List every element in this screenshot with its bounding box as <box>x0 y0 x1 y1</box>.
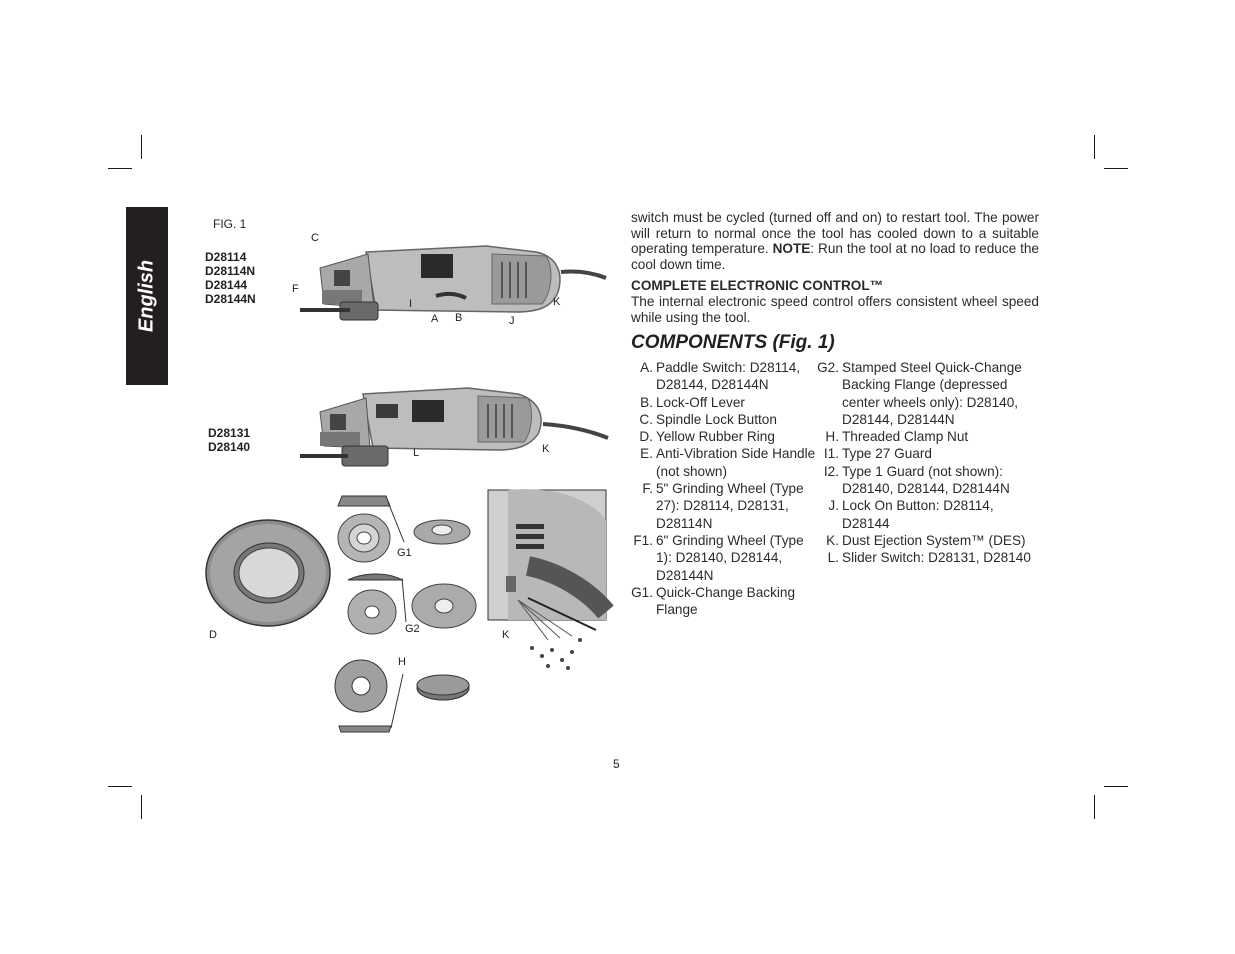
list-item: F1. 6" Grinding Wheel (Type 1): D28140, D28144, D28144N <box>633 532 804 583</box>
note-label: NOTE <box>772 241 811 257</box>
list-item: I2. Type 1 Guard (not shown): D28140, D28144, D28144N <box>823 463 1010 497</box>
components-heading: COMPONENTS (Fig. 1) <box>631 332 835 353</box>
crop-mark <box>108 168 132 169</box>
list-item: G2. Stamped Steel Quick-Change Backing Flange (depressed center wheels only): D28140, D28144, D28144N <box>817 360 1022 427</box>
rubber-ring-illustration <box>203 518 333 628</box>
model-number: D28114N <box>205 264 256 278</box>
list-item: I1. Type 27 Guard <box>823 446 932 462</box>
callout-g1: G1 <box>397 547 412 559</box>
model-number: D28144N <box>205 292 256 306</box>
list-item: D. Yellow Rubber Ring <box>639 429 775 445</box>
list-item: F. 5" Grinding Wheel (Type 27): D28114, D28131, D28114N <box>642 481 804 531</box>
crop-mark <box>1094 135 1095 159</box>
model-number: D28114 <box>205 250 247 264</box>
section-subheading: COMPLETE ELECTRONIC CONTROL™ <box>631 278 884 294</box>
callout-i: I <box>409 298 413 310</box>
callout-c: C <box>311 232 319 244</box>
callout-k-mid: K <box>542 443 550 455</box>
language-tab-label: English <box>135 259 158 333</box>
dust-ejection-illustration <box>488 490 608 672</box>
callout-b: B <box>455 312 463 324</box>
language-tab <box>126 207 168 385</box>
callout-d: D <box>209 629 217 641</box>
figure-label: FIG. 1 <box>213 217 247 231</box>
list-item: B. Lock-Off Lever <box>640 394 745 410</box>
crop-mark <box>1094 795 1095 819</box>
list-item: E. Anti-Vibration Side Handle (not shown) <box>640 446 816 479</box>
callout-k-des: K <box>502 629 510 641</box>
crop-mark <box>141 795 142 819</box>
callout-g2: G2 <box>405 623 420 635</box>
model-number: D28144 <box>205 278 248 292</box>
callout-f: F <box>292 283 299 295</box>
clamp-nut-illustration <box>335 658 475 738</box>
page-number: 5 <box>613 757 620 771</box>
callout-h: H <box>398 656 406 668</box>
model-list-top <box>205 250 256 306</box>
list-item: K. Dust Ejection System™ (DES) <box>826 532 1026 548</box>
grinder-slider-illustration <box>298 380 608 470</box>
callout-k-top: K <box>553 296 561 308</box>
callout-a: A <box>431 313 439 325</box>
list-item: G1. Quick-Change Backing Flange <box>631 584 796 618</box>
list-item: H. Threaded Clamp Nut <box>825 429 969 445</box>
list-item: L. Slider Switch: D28131, D28140 <box>827 550 1031 566</box>
crop-mark <box>108 786 132 787</box>
callout-j: J <box>509 315 515 327</box>
electronic-control-paragraph: The internal electronic speed control offers consistent wheel speed while using the tool. <box>631 293 1039 325</box>
overload-paragraph: switch must be cycled (turned off and on) to restart tool. The power will return to normal once the tool has cooled down to a suitable operating temperature. NOTE: Run the tool at no load to reduce the cool down time. <box>631 210 1039 272</box>
model-number: D28131 <box>208 426 251 440</box>
body-text <box>631 210 1039 325</box>
crop-mark <box>1104 786 1128 787</box>
model-number: D28140 <box>208 440 251 454</box>
components-list-col1 <box>631 359 819 618</box>
list-item: J. Lock On Button: D28114, D28144 <box>828 498 994 531</box>
components-list-col2 <box>814 359 1039 567</box>
model-list-mid <box>208 426 250 454</box>
list-item: C. Spindle Lock Button <box>639 411 777 427</box>
list-item: A. Paddle Switch: D28114, D28144, D28144N <box>640 360 801 393</box>
callout-l: L <box>413 447 420 459</box>
crop-mark <box>1104 168 1128 169</box>
crop-mark <box>141 135 142 159</box>
